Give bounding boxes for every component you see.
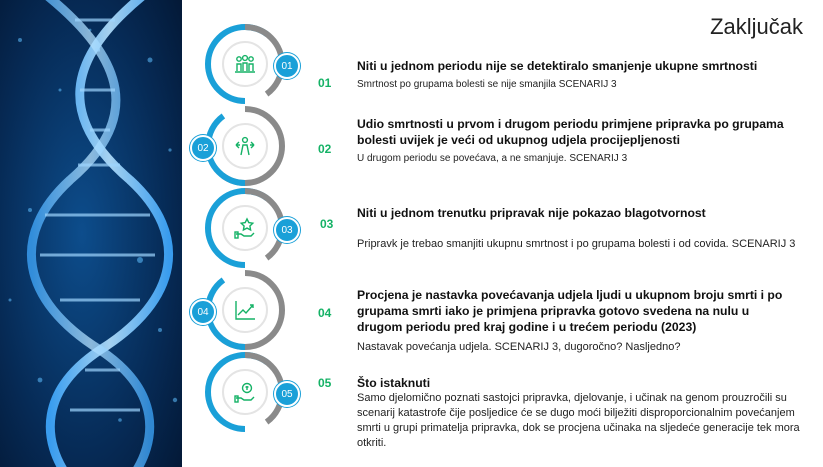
item-badge-04: 04 — [190, 299, 216, 325]
dna-background-image — [0, 0, 182, 467]
people-group-icon — [234, 53, 256, 75]
slide-title: Zaključak — [710, 14, 803, 39]
item-number-03: 03 — [320, 217, 334, 231]
item-text-03: Pripravk je trebao smanjiti ukupnu smrtnost i po grupama bolesti i od covida. SCENARIJ 3 — [357, 238, 796, 250]
item-number-02: 02 — [318, 142, 332, 156]
item-text-05: Samo djelomično poznati sastojci pripravka, djelovanje, i učinak na genom prouzročili su scenarij katastrofe čije posljedice će se dugo moći bilježiti disproporcionalnim povećanjem smrti u grupi primatelja pripravka, dok se procjena učinaka na sljedeće generacije tek mora otkriti. — [357, 392, 800, 449]
growth-chart-icon — [234, 299, 256, 321]
hand-star-icon — [234, 217, 256, 239]
item-badge-05: 05 — [274, 381, 300, 407]
item-heading-02: Udio smrtnosti u prvom i drugom periodu primjene pripravka po grupama bolesti uvijek je veći od ukupnog udjela procijepljenosti — [357, 117, 784, 147]
timeline-rings — [190, 18, 330, 458]
hand-coin-icon — [234, 381, 256, 403]
person-arrows-icon — [234, 135, 256, 157]
item-badge-03: 03 — [274, 217, 300, 243]
item-heading-03: Niti u jednom trenutku pripravak nije pokazao blagotvornost — [357, 206, 706, 220]
item-number-01: 01 — [318, 76, 332, 90]
item-text-04: Nastavak povećanja udjela. SCENARIJ 3, dugoročno? Nasljedno? — [357, 341, 681, 353]
item-number-05: 05 — [318, 376, 332, 390]
item-badge-02: 02 — [190, 135, 216, 161]
item-heading-01: Niti u jednom periodu nije se detektiralo smanjenje ukupne smrtnosti — [357, 59, 758, 73]
item-heading-05: Što istaknuti — [357, 376, 431, 390]
item-text-02: U drugom periodu se povećava, a ne smanjuje. SCENARIJ 3 — [357, 153, 628, 164]
item-badge-01: 01 — [274, 53, 300, 79]
item-number-04: 04 — [318, 306, 332, 320]
item-heading-04: Procjena je nastavka povećavanja udjela ljudi u ukupnom broju smrti i po grupama smrti iako je primjena pripravka gotovo svedena na nulu u drugom periodu pred kraj godine i u trećem periodu (2023) — [357, 288, 783, 334]
item-text-01: Smrtnost po grupama bolesti se nije smanjila SCENARIJ 3 — [357, 79, 617, 90]
